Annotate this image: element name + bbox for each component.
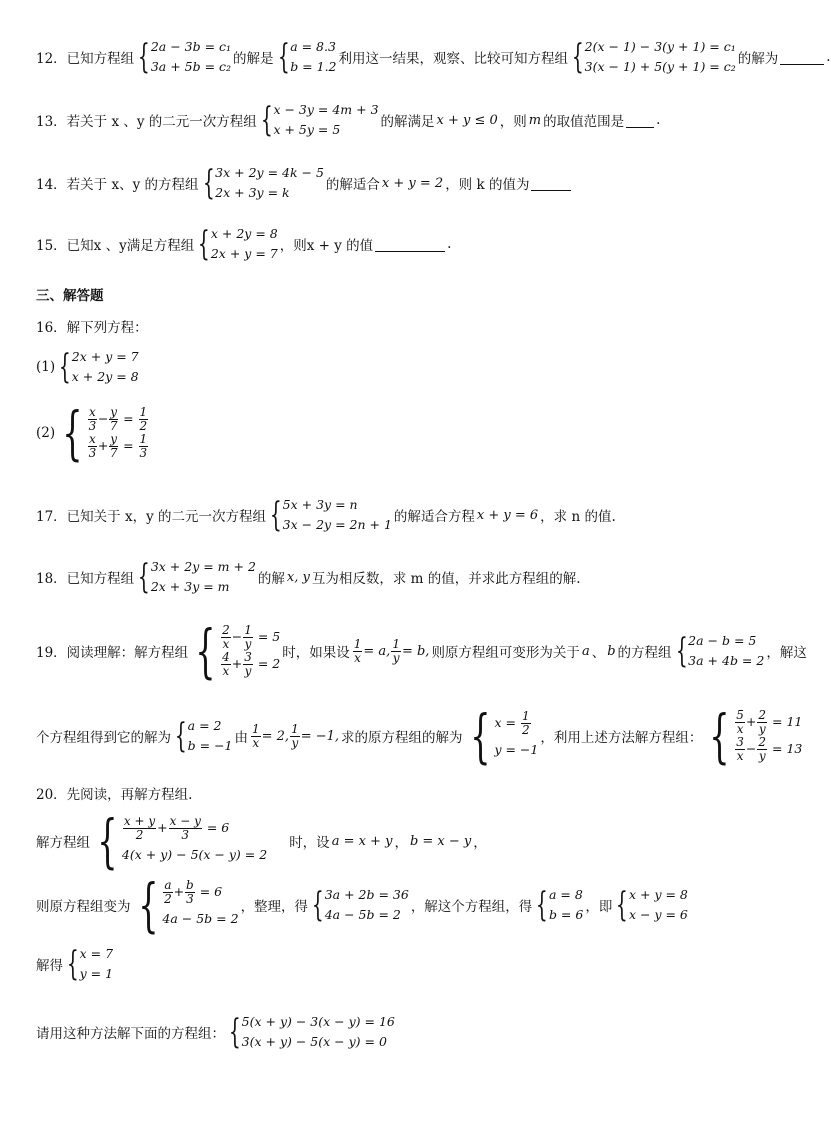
q19-text: 则原方程组可变形为关于 <box>431 645 580 661</box>
equation: 2a − b = 5 <box>688 633 757 648</box>
q19-solution-xy: { x = $\frac{1}{2}$ y = −1 <box>469 702 539 770</box>
q19-text: ，解这 <box>766 645 807 661</box>
equation: $\frac{x}{3}$ − $\frac{y}{7}$ = $\frac{1}{2}$ <box>88 405 148 433</box>
q13-text: ，则 <box>499 114 527 130</box>
part-label: (1) <box>36 359 56 375</box>
question-16-title: 16．解下列方程： <box>36 320 148 336</box>
equation: $\frac{x}{3}$ + $\frac{y}{7}$ = $\frac{1}{3}$ <box>88 432 148 460</box>
equation: $\frac{4}{x}$ + $\frac{3}{y}$ = 2 <box>222 650 281 678</box>
section-heading: 三、解答题 <box>36 288 104 304</box>
q15-system: { x + 2y = 8 2x + y = 7 <box>198 224 278 264</box>
equation: 3a + 2b = 36 <box>324 887 409 902</box>
q13-variable: m <box>528 112 542 128</box>
q20-system: { $\frac{x + y}{2}$ + $\frac{x - y}{3}$ = 6 4(x + y) − 5(x − y) = 2 <box>97 807 268 875</box>
q19-system-ab: { 2a − b = 5 3a + 4b = 2 <box>675 631 765 671</box>
separator: ， <box>394 835 408 851</box>
q20-integer-system: { 3a + 2b = 36 4a − 5b = 2 <box>311 885 409 925</box>
question-16-part-2 <box>36 399 151 467</box>
q20-text: 时，设 <box>289 835 330 851</box>
q15-prefix: 15．已知x 、y满足方程组 <box>36 238 195 254</box>
equation: a = 8.3 <box>290 39 336 54</box>
equation: x + 2y = 8 <box>71 369 139 384</box>
substitution: a = x + y <box>331 833 393 849</box>
q19-task-system: { $\frac{5}{x}$ + $\frac{2}{y}$ = 11 $\frac{3}{x}$ − $\frac{2}{y}$ = 13 <box>709 702 803 770</box>
q12-end: . <box>826 49 831 65</box>
equation: x = 7 <box>79 946 114 961</box>
equation: x + 2y = 8 <box>210 226 278 241</box>
question-12 <box>36 37 831 77</box>
q12-text: 利用这一结果，观察、比较可知方程组 <box>338 51 568 67</box>
q20-text: 则原方程组变为 <box>36 899 131 915</box>
equation: 2x + 3y = m <box>150 579 230 594</box>
question-19 <box>36 617 807 685</box>
substitution: $\frac{1}{x}$ = 2, $\frac{1}{y}$ = −1, <box>252 721 340 750</box>
separator: ， <box>473 835 487 851</box>
equation: 2a − 3b = c₁ <box>150 39 232 54</box>
q16-system-2: { $\frac{x}{3}$ − $\frac{y}{7}$ = $\frac{1}{2}$ $\frac{x}{3}$ + $\frac{y}{7}$ = $\frac{1}{3}$ <box>62 399 148 467</box>
equation: 2(x − 1) − 3(y + 1) = c₁ <box>584 39 736 54</box>
q20-task-system: { 5(x + y) − 3(x − y) = 16 3(x + y) − 5(x − y) = 0 <box>228 1012 395 1052</box>
question-19-continued <box>36 702 804 770</box>
q18-vars: x, y <box>286 569 310 585</box>
equation: b = −1 <box>187 738 233 753</box>
q18-prefix: 18．已知方程组 <box>36 571 135 587</box>
q17-prefix: 17．已知关于 x，y 的二元一次方程组 <box>36 509 267 525</box>
equation: b = 1.2 <box>290 59 337 74</box>
answer-blank[interactable] <box>531 176 571 191</box>
q19-text: 的方程组 <box>617 645 672 661</box>
equation: 4a − 5b = 2 <box>162 910 239 926</box>
equation: y = 1 <box>79 966 114 981</box>
q12-system-1: { 2a − 3b = c₁ 3a + 5b = c₂ <box>138 37 232 77</box>
q17-text: ，求 n 的值. <box>540 509 616 525</box>
q20-system-xy: { x + y = 8 x − y = 6 <box>616 885 688 925</box>
equation: 3(x − 1) + 5(y + 1) = c₂ <box>584 59 736 74</box>
q12-system-3: { 2(x − 1) − 3(y + 1) = c₁ 3(x − 1) + 5(y + 1) = c₂ <box>571 37 736 77</box>
question-17 <box>36 495 616 535</box>
question-20-line-2 <box>36 871 690 939</box>
equation: x + 5y = 5 <box>273 122 341 137</box>
q18-text: 互为相反数，求 m 的值，并求此方程组的解. <box>311 571 581 587</box>
equation: a = 2 <box>187 718 222 733</box>
substitution: $\frac{1}{x}$ = a, $\frac{1}{y}$ = b, <box>353 636 430 665</box>
question-20-title: 20．先阅读，再解方程组. <box>36 787 193 803</box>
equation: 2x + 3y = k <box>215 185 290 200</box>
q19-text: 个方程组得到它的解为 <box>36 730 171 746</box>
q20-transformed-system: { $\frac{a}{2}$ + $\frac{b}{3}$ = 6 4a − 5b = 2 <box>137 871 239 939</box>
q17-condition: x + y = 6 <box>476 507 539 523</box>
answer-blank[interactable] <box>780 50 824 65</box>
q18-text: 的解 <box>257 571 285 587</box>
equation: x − 3y = 4m + 3 <box>273 102 379 117</box>
q16-system-1: { 2x + y = 7 x + 2y = 8 <box>58 347 139 387</box>
q15-end: . <box>447 236 452 252</box>
answer-blank[interactable] <box>626 113 654 128</box>
equation: 2x + y = 7 <box>71 349 139 364</box>
equation: 2x + y = 7 <box>210 246 278 261</box>
q19-text: ，利用上述方法解方程组： <box>540 730 703 746</box>
variable: a <box>581 643 590 659</box>
q18-system: { 3x + 2y = m + 2 2x + 3y = m <box>138 557 256 597</box>
q20-solution-ab: { a = 8 b = 6 <box>536 885 584 925</box>
q20-prefix: 解方程组 <box>36 835 90 851</box>
q12-system-2: { a = 8.3 b = 1.2 <box>277 37 337 77</box>
question-15 <box>36 224 451 264</box>
q19-text: 求的原方程组的解为 <box>341 730 463 746</box>
equation: $\frac{2}{x}$ − $\frac{1}{y}$ = 5 <box>222 623 281 651</box>
equation: 5x + 3y = n <box>282 497 358 512</box>
q17-text: 的解适合方程 <box>393 509 475 525</box>
equation: 4a − 5b = 2 <box>324 907 401 922</box>
q14-text: 的解适合 <box>325 177 380 193</box>
equation: $\frac{3}{x}$ − $\frac{2}{y}$ = 13 <box>736 735 803 763</box>
q13-prefix: 13．若关于 x 、y 的二元一次方程组 <box>36 114 257 130</box>
q20-text: ，即 <box>585 899 613 915</box>
variable: b <box>607 643 616 659</box>
equation: b = 6 <box>548 907 584 922</box>
q14-condition: x + y = 2 <box>381 175 444 191</box>
q12-prefix: 12．已知方程组 <box>36 51 135 67</box>
question-20-solution <box>36 944 115 984</box>
equation: 3a + 5b = c₂ <box>150 59 232 74</box>
question-14 <box>36 163 573 203</box>
q13-system: { x − 3y = 4m + 3 x + 5y = 5 <box>260 100 379 140</box>
q20-text: ，解这个方程组，得 <box>410 899 533 915</box>
question-20-task <box>36 1012 397 1052</box>
q20-solution: { x = 7 y = 1 <box>66 944 114 984</box>
question-16-part-1 <box>36 347 141 387</box>
q14-system: { 3x + 2y = 4k − 5 2x + 3y = k <box>202 163 324 203</box>
equation: x = $\frac{1}{2}$ <box>494 708 530 737</box>
q19-text: 时，如果设 <box>282 645 350 661</box>
q19-prefix: 19．阅读理解：解方程组 <box>36 645 189 661</box>
equation: 3x + 2y = m + 2 <box>150 559 256 574</box>
q12-text: 的解为 <box>737 51 779 67</box>
equation: 5(x + y) − 3(x − y) = 16 <box>241 1014 395 1029</box>
question-20-line-1 <box>36 807 487 875</box>
equation: 3x + 2y = 4k − 5 <box>215 165 324 180</box>
equation: 4(x + y) − 5(x − y) = 2 <box>121 846 268 862</box>
equation: $\frac{a}{2}$ + $\frac{b}{3}$ = 6 <box>164 877 223 906</box>
equation: y = −1 <box>494 741 539 757</box>
question-13 <box>36 100 660 140</box>
q13-condition: x + y ≤ 0 <box>436 112 498 128</box>
q13-text: 的取值范围是 <box>543 114 625 130</box>
q12-text: 的解是 <box>233 51 274 67</box>
q19-text: 由 <box>234 730 248 746</box>
question-18 <box>36 557 581 597</box>
equation: $\frac{5}{x}$ + $\frac{2}{y}$ = 11 <box>736 708 803 736</box>
equation: x + y = 8 <box>628 887 688 902</box>
substitution: b = x − y <box>409 833 472 849</box>
q17-system: { 5x + 3y = n 3x − 2y = 2n + 1 <box>269 495 392 535</box>
q14-prefix: 14．若关于 x、y 的方程组 <box>36 177 199 193</box>
q20-text: 解得 <box>36 958 63 974</box>
q13-end: . <box>656 112 661 128</box>
part-label: (2) <box>36 425 56 441</box>
equation: x − y = 6 <box>628 907 688 922</box>
equation: 3x − 2y = 2n + 1 <box>282 517 392 532</box>
q14-text: ，则 k 的值为 <box>445 177 530 193</box>
q19-solution-ab: { a = 2 b = −1 <box>174 716 233 756</box>
q20-text: 请用这种方法解下面的方程组： <box>36 1026 225 1042</box>
q13-text: 的解满足 <box>380 114 435 130</box>
separator: 、 <box>591 645 606 661</box>
equation: $\frac{x + y}{2}$ + $\frac{x - y}{3}$ = 6 <box>123 813 230 842</box>
q19-system: { $\frac{2}{x}$ − $\frac{1}{y}$ = 5 $\frac{4}{x}$ + $\frac{3}{y}$ = 2 <box>195 617 281 685</box>
q20-text: ，整理，得 <box>240 899 309 915</box>
q15-text: ，则x + y 的值 <box>279 238 374 254</box>
answer-blank[interactable] <box>375 237 445 252</box>
equation: 3a + 4b = 2 <box>688 653 765 668</box>
equation: a = 8 <box>548 887 583 902</box>
equation: 3(x + y) − 5(x − y) = 0 <box>241 1034 387 1049</box>
